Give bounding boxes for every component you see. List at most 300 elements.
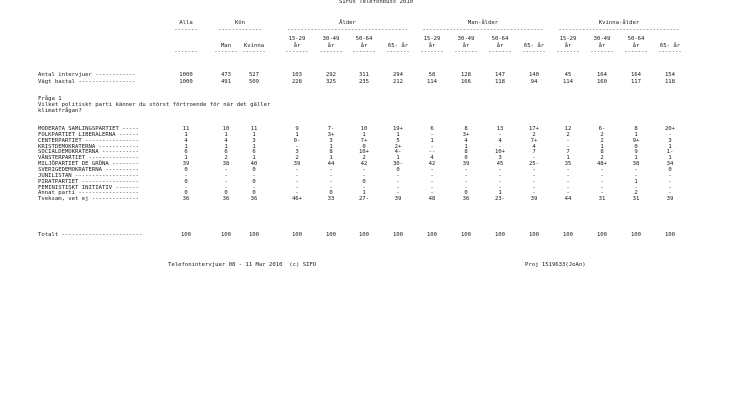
cell-value: 0 (634, 143, 638, 150)
cell-value: 228 (291, 79, 303, 85)
cell-value: 35 (564, 161, 572, 168)
cell-value: 7- (327, 126, 335, 132)
cell-value: 94 (530, 79, 538, 85)
cell-value: 45 (564, 72, 572, 78)
cell-value: 1000 (179, 79, 193, 85)
cell-value: 42 (360, 161, 368, 168)
column-separator: ------- (214, 50, 238, 55)
cell-value: - (634, 166, 638, 173)
cell-value: 4 (184, 137, 188, 144)
cell-value: 3 (329, 137, 333, 144)
row-label: CENTERPARTIET ---------------- (38, 137, 140, 144)
cell-value: 17+ (528, 126, 540, 132)
cell-value: 1 (634, 178, 638, 185)
column-separator: ------- (522, 50, 546, 55)
cell-value: 20+ (664, 126, 676, 132)
cell-value: 8 (600, 149, 604, 156)
cell-value: 0 (252, 178, 256, 185)
cell-value: 1- (666, 149, 674, 156)
cell-value: 36 (182, 196, 190, 203)
cell-value: 11 (182, 126, 190, 132)
group-label: Ålder (339, 20, 356, 26)
cell-value: 9+ (632, 137, 640, 144)
cell-value: 118 (664, 79, 676, 85)
cell-value: - (464, 172, 468, 179)
group-label: Kvinna-ålder (598, 20, 640, 26)
column-head-line3: år (632, 43, 640, 49)
row-label: Tveksam, vet ej -------------- (38, 196, 140, 203)
column-head-line2: 50-64 (627, 36, 645, 42)
cell-value: -- (428, 149, 436, 156)
cell-value: 117 (630, 79, 642, 85)
cell-value: - (498, 178, 502, 185)
cell-value: - (634, 184, 638, 191)
cell-value: 23- (494, 196, 506, 203)
cell-value: - (566, 178, 570, 185)
column-head-line2: 30-49 (457, 36, 475, 42)
cell-value: 100 (630, 232, 642, 238)
cell-value: 164 (596, 72, 608, 78)
cell-value: - (566, 137, 570, 144)
column-head-line2: 15-29 (423, 36, 441, 42)
cell-value: - (498, 172, 502, 179)
cell-value: 8 (634, 126, 638, 132)
group-separator: ------------------------------------ (286, 28, 409, 33)
cell-value: 6 (430, 126, 434, 132)
cell-value: 527 (248, 72, 260, 78)
column-head-line3: år (462, 43, 470, 49)
column-head-line3: år (428, 43, 436, 49)
row-label: SOCIALDEMOKRATERNA ----------- (38, 149, 140, 156)
cell-value: 292 (325, 72, 337, 78)
cell-value: 311 (358, 72, 370, 78)
row-label: MILJÖPARTIET DE GRÖNA -------- (38, 161, 140, 168)
cell-value: 100 (426, 232, 438, 238)
cell-value: 4 (430, 155, 434, 162)
cell-value: 1 (600, 143, 604, 150)
column-separator: ------- (454, 50, 478, 55)
cell-value: - (295, 166, 299, 173)
column-separator: ------- (174, 50, 198, 55)
cell-value: - (464, 166, 468, 173)
cell-value: 0 (362, 143, 366, 150)
column-separator: ------- (658, 50, 682, 55)
question-text-line1: Vilket politiskt parti känner du störst förtroende för när det gäller (38, 102, 271, 108)
cell-value: 154 (664, 72, 676, 78)
cell-value: 1 (184, 131, 188, 138)
cell-value: 1 (329, 155, 333, 162)
cell-value: 1 (396, 155, 400, 162)
cell-value: 2 (224, 155, 228, 162)
column-head-line3: 65- år (387, 43, 409, 49)
cell-value: - (532, 178, 536, 185)
cell-value: 0 (464, 190, 468, 197)
cell-value: 100 (291, 232, 303, 238)
cell-value: - (329, 166, 333, 173)
row-label: SVERIGEDEMOKRATERNA ---------- (38, 166, 140, 173)
cell-value: 2 (600, 155, 604, 162)
cell-value: - (532, 190, 536, 197)
cell-value: 100 (664, 232, 676, 238)
cell-value: - (668, 184, 672, 191)
column-separator: ------- (352, 50, 376, 55)
cell-value: - (430, 184, 434, 191)
column-head-line2: 50-64 (355, 36, 373, 42)
cell-value: 294 (392, 72, 404, 78)
cell-value: - (600, 166, 604, 173)
cell-value: - (498, 143, 502, 150)
cell-value: - (668, 131, 672, 138)
cell-value: 4 (532, 143, 536, 150)
group-separator: ------- (174, 28, 198, 33)
cell-value: 103 (291, 72, 303, 78)
cell-value: 5 (396, 137, 400, 144)
cell-value: 39 (394, 196, 402, 203)
count-row (0, 80, 746, 86)
cell-value: 3+ (462, 131, 470, 138)
cell-value: 166 (460, 79, 472, 85)
cell-value: 30- (392, 161, 404, 168)
cell-value: 1 (464, 143, 468, 150)
group-label: Kön (234, 20, 246, 26)
cell-value: 2 (532, 131, 536, 138)
row-label: KRISTDEMOKRATERNA ------------ (38, 143, 140, 150)
cell-value: 13 (496, 126, 504, 132)
cell-value: 46+ (291, 196, 303, 203)
cell-value: 10+ (358, 149, 370, 156)
cell-value: - (362, 184, 366, 191)
cell-value: 1 (566, 155, 570, 162)
cell-value: 7 (566, 149, 570, 156)
cell-value: - (566, 166, 570, 173)
column-head-line3: år (327, 43, 335, 49)
cell-value: 34 (666, 161, 674, 168)
cell-value: 6- (598, 126, 606, 132)
cell-value: 10+ (494, 149, 506, 156)
cell-value: - (566, 190, 570, 197)
cell-value: - (498, 184, 502, 191)
cell-value: 100 (180, 232, 192, 238)
cell-value: - (362, 166, 366, 173)
column-head-line2: 30-49 (322, 36, 340, 42)
cell-value: 1 (252, 131, 256, 138)
cell-value: 1 (224, 131, 228, 138)
table-row (0, 197, 746, 203)
cell-value: - (295, 143, 299, 150)
cell-value: - (498, 131, 502, 138)
cell-value: 8 (464, 149, 468, 156)
footer-fieldwork: Telefonintervjuer 08 - 11 Mar 2010 (c) SIFO (168, 262, 317, 268)
cell-value: 3+ (327, 131, 335, 138)
cell-value: 0- (293, 137, 301, 144)
cell-value: - (396, 184, 400, 191)
cell-value: 38 (632, 161, 640, 168)
cell-value: 1 (396, 131, 400, 138)
cell-value: - (464, 178, 468, 185)
cell-value: 11 (250, 126, 258, 132)
cell-value: 509 (248, 79, 260, 85)
cell-value: - (329, 178, 333, 185)
group-label: Alla (179, 20, 193, 26)
cell-value: - (252, 184, 256, 191)
cell-value: 9 (295, 126, 299, 132)
cell-value: 473 (220, 72, 232, 78)
row-label: JUNILISTAN ------------------- (38, 172, 140, 179)
footer-project: Proj 1519633(JoAn) (525, 262, 586, 268)
cell-value: 0 (464, 155, 468, 162)
cell-value: 36 (250, 196, 258, 203)
cell-value: 39 (182, 161, 190, 168)
cell-value: - (396, 178, 400, 185)
cell-value: - (430, 178, 434, 185)
column-head-line3: 65- år (659, 43, 681, 49)
cell-value: - (295, 178, 299, 185)
cell-value: 36 (222, 196, 230, 203)
cell-value: 9 (634, 149, 638, 156)
cell-value: 4- (394, 149, 402, 156)
cell-value: 39 (530, 196, 538, 203)
column-head-line2: 15-29 (288, 36, 306, 42)
cell-value: 7+ (360, 137, 368, 144)
cell-value: - (224, 178, 228, 185)
cell-value: 48 (428, 196, 436, 203)
cell-value: - (184, 172, 188, 179)
cell-value: - (532, 155, 536, 162)
cell-value: 19+ (392, 126, 404, 132)
column-separator: ------- (590, 50, 614, 55)
cell-value: - (430, 172, 434, 179)
cell-value: 33 (327, 196, 335, 203)
cell-value: 0 (224, 190, 228, 197)
cell-value: 0 (252, 166, 256, 173)
cell-value: 491 (220, 79, 232, 85)
cell-value: 100 (528, 232, 540, 238)
cell-value: 2 (634, 190, 638, 197)
row-label: FEMINISTISKT INITIATIV ------- (38, 184, 140, 191)
cell-value: - (430, 166, 434, 173)
cell-value: 100 (562, 232, 574, 238)
cell-value: 3 (668, 137, 672, 144)
cell-value: - (668, 178, 672, 185)
cell-value: 3 (498, 155, 502, 162)
cell-value: 31 (632, 196, 640, 203)
cell-value: 40 (250, 161, 258, 168)
group-separator: ------------------------------------ (558, 28, 680, 33)
cell-value: - (532, 172, 536, 179)
cell-value: 44 (327, 161, 335, 168)
question-number: Fråga 1 (38, 96, 62, 102)
column-head-line3: år (496, 43, 504, 49)
cell-value: - (600, 178, 604, 185)
cell-value: 1 (362, 190, 366, 197)
cell-value: 4 (498, 137, 502, 144)
cell-value: - (295, 172, 299, 179)
cell-value: 12 (564, 126, 572, 132)
cell-value: 48+ (596, 161, 608, 168)
cell-value: 8 (464, 126, 468, 132)
row-label: Vägt bastal ----------------- (38, 79, 136, 85)
cell-value: 39 (293, 161, 301, 168)
column-head-line3: år (598, 43, 606, 49)
cell-value: - (600, 184, 604, 191)
cell-value: 0 (362, 178, 366, 185)
column-head-line2: 15-29 (559, 36, 577, 42)
cell-value: 3 (252, 137, 256, 144)
cell-value: 58 (428, 72, 436, 78)
cell-value: 114 (426, 79, 438, 85)
cell-value: 147 (494, 72, 506, 78)
cell-value: - (634, 172, 638, 179)
cell-value: 0 (668, 166, 672, 173)
table-row-total (0, 233, 746, 239)
cell-value: 1 (362, 131, 366, 138)
cell-value: 6 (252, 149, 256, 156)
cell-value: 1 (252, 143, 256, 150)
cell-value: 1 (634, 155, 638, 162)
cell-value: - (224, 172, 228, 179)
cell-value: 6 (224, 149, 228, 156)
cell-value: 100 (220, 232, 232, 238)
cell-value: 128 (460, 72, 472, 78)
cell-value: 1 (498, 190, 502, 197)
row-label: MODERATA SAMLINGSPARTIET ----- (38, 126, 140, 132)
cell-value: - (252, 172, 256, 179)
cell-value: - (566, 172, 570, 179)
question-text-line2: klimatfrågan? (38, 108, 82, 114)
cell-value: - (184, 184, 188, 191)
cell-value: 8 (329, 149, 333, 156)
cell-value: 6 (184, 149, 188, 156)
cell-value: - (532, 184, 536, 191)
cell-value: 36 (462, 196, 470, 203)
column-separator: ------- (556, 50, 580, 55)
cell-value: 118 (494, 79, 506, 85)
column-head-line2: 30-49 (593, 36, 611, 42)
cell-value: 7+ (530, 137, 538, 144)
cell-value: 1 (184, 143, 188, 150)
cell-value: 31 (598, 196, 606, 203)
cell-value: 0 (329, 190, 333, 197)
cell-value: - (430, 131, 434, 138)
cell-value: 2 (566, 131, 570, 138)
cell-value: - (600, 172, 604, 179)
cell-value: 27- (358, 196, 370, 203)
cell-value: 100 (494, 232, 506, 238)
cell-value: 325 (325, 79, 337, 85)
row-label: Antal intervjuer ------------ (38, 72, 136, 78)
cell-value: 1 (224, 143, 228, 150)
cell-value: 44 (564, 196, 572, 203)
cell-value: 1000 (179, 72, 193, 78)
cell-value: 0 (184, 190, 188, 197)
cell-value: 1 (668, 143, 672, 150)
cell-value: 10 (360, 126, 368, 132)
cell-value: 1 (252, 155, 256, 162)
cell-value: 4 (464, 137, 468, 144)
column-head-line3: Kvinna (243, 43, 265, 49)
column-separator: ------- (420, 50, 444, 55)
column-head-line3: år (564, 43, 572, 49)
row-label: PIRATPARTIET ----------------- (38, 178, 140, 185)
row-label: VÄNSTERPARTIET --------------- (38, 155, 140, 162)
column-head-line2: 50-64 (491, 36, 509, 42)
cell-value: - (566, 184, 570, 191)
cell-value: - (224, 166, 228, 173)
cell-value: 100 (460, 232, 472, 238)
cell-value: - (566, 143, 570, 150)
cell-value: 1 (430, 137, 434, 144)
cell-value: 235 (358, 79, 370, 85)
cell-value: - (362, 172, 366, 179)
cell-value: - (430, 190, 434, 197)
group-label: Man-ålder (467, 20, 499, 26)
cell-value: 1 (634, 131, 638, 138)
column-separator: ------- (285, 50, 309, 55)
cell-value: 42 (428, 161, 436, 168)
column-head-line3: 65- år (523, 43, 545, 49)
cell-value: - (295, 184, 299, 191)
column-separator: ------- (624, 50, 648, 55)
cell-value: 1 (295, 131, 299, 138)
cell-value: - (668, 190, 672, 197)
cell-value: - (396, 172, 400, 179)
cell-value: 114 (562, 79, 574, 85)
group-separator: ------------- (218, 28, 262, 33)
cell-value: - (464, 184, 468, 191)
cell-value: 7 (532, 149, 536, 156)
cell-value: 1 (329, 143, 333, 150)
column-head-line3: år (293, 43, 301, 49)
cell-value: 212 (392, 79, 404, 85)
column-head-line3: år (360, 43, 368, 49)
group-separator: ------------------------------------ (422, 28, 544, 33)
cell-value: 38 (222, 161, 230, 168)
cell-value: 100 (392, 232, 404, 238)
cell-value: 160 (596, 79, 608, 85)
cell-value: - (396, 190, 400, 197)
cell-value: 4 (224, 137, 228, 144)
cell-value: 3 (295, 149, 299, 156)
cell-value: 2 (600, 137, 604, 144)
cell-value: 0 (396, 166, 400, 173)
cell-value: 100 (358, 232, 370, 238)
cell-value: 39 (666, 196, 674, 203)
cell-value: 10 (222, 126, 230, 132)
cell-value: - (532, 166, 536, 173)
cell-value: 0 (184, 178, 188, 185)
column-separator: ------- (386, 50, 410, 55)
cell-value: 100 (248, 232, 260, 238)
cell-value: 100 (596, 232, 608, 238)
cell-value: 140 (528, 72, 540, 78)
column-separator: ------- (488, 50, 512, 55)
report-title: SIFOs Telefonbuss 2010 (339, 0, 414, 5)
row-label: FOLKPARTIET LIBERALERNA ------ (38, 131, 140, 138)
cell-value: 1 (184, 155, 188, 162)
cell-value: - (600, 190, 604, 197)
cell-value: - (329, 172, 333, 179)
column-head-line3: Man (220, 43, 232, 49)
cell-value: 100 (325, 232, 337, 238)
cell-value: 1 (668, 155, 672, 162)
column-separator: ------- (242, 50, 266, 55)
cell-value: 2+ (394, 143, 402, 150)
row-label: Annat parti ------------------ (38, 190, 140, 197)
cell-value: 0 (252, 190, 256, 197)
row-label: Totalt ------------------------ (38, 232, 143, 238)
cell-value: 2 (362, 155, 366, 162)
cell-value: 45 (496, 161, 504, 168)
